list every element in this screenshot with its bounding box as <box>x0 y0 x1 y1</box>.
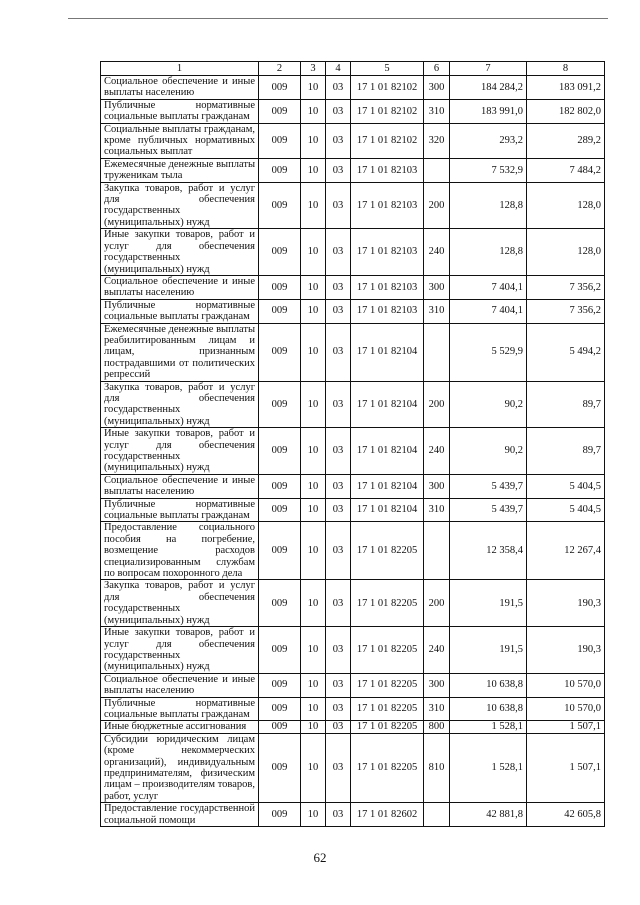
code-subsection: 03 <box>326 428 351 475</box>
row-name: Социальное обеспечение и иные выплаты населению <box>101 474 259 498</box>
amount-col8: 190,3 <box>527 627 605 674</box>
code-ministry: 009 <box>259 299 301 323</box>
code-subsection: 03 <box>326 522 351 580</box>
code-target-item: 17 1 01 82205 <box>351 673 424 697</box>
code-section: 10 <box>301 229 326 276</box>
amount-col7: 1 528,1 <box>450 721 527 733</box>
code-target-item: 17 1 01 82104 <box>351 498 424 522</box>
row-name: Иные закупки товаров, работ и услуг для обеспечения государственных (муниципальных) нужд <box>101 229 259 276</box>
amount-col7: 10 638,8 <box>450 697 527 721</box>
code-expense-type: 800 <box>424 721 450 733</box>
amount-col7: 5 529,9 <box>450 323 527 381</box>
row-name: Социальные выплаты гражданам, кроме публичных нормативных социальных выплат <box>101 123 259 158</box>
code-subsection: 03 <box>326 498 351 522</box>
header-row <box>101 62 605 76</box>
code-expense-type: 200 <box>424 182 450 229</box>
code-expense-type: 240 <box>424 627 450 674</box>
code-subsection: 03 <box>326 123 351 158</box>
table-row <box>101 733 605 802</box>
code-expense-type: 240 <box>424 229 450 276</box>
code-ministry: 009 <box>259 498 301 522</box>
table-row <box>101 580 605 627</box>
amount-col8: 1 507,1 <box>527 733 605 802</box>
code-expense-type: 300 <box>424 474 450 498</box>
amount-col7: 7 532,9 <box>450 158 527 182</box>
amount-col8: 10 570,0 <box>527 673 605 697</box>
code-target-item: 17 1 01 82103 <box>351 182 424 229</box>
code-expense-type: 810 <box>424 733 450 802</box>
code-subsection: 03 <box>326 697 351 721</box>
amount-col8: 12 267,4 <box>527 522 605 580</box>
code-expense-type: 200 <box>424 381 450 428</box>
code-target-item: 17 1 01 82205 <box>351 522 424 580</box>
table-row <box>101 182 605 229</box>
code-ministry: 009 <box>259 275 301 299</box>
amount-col8: 7 484,2 <box>527 158 605 182</box>
code-target-item: 17 1 01 82103 <box>351 275 424 299</box>
code-section: 10 <box>301 381 326 428</box>
code-ministry: 009 <box>259 99 301 123</box>
code-subsection: 03 <box>326 721 351 733</box>
amount-col7: 191,5 <box>450 580 527 627</box>
row-name: Предоставление социального пособия на погребение, возмещение расходов специализированным службам по вопросам похоронного дела <box>101 522 259 580</box>
code-section: 10 <box>301 474 326 498</box>
code-target-item: 17 1 01 82103 <box>351 158 424 182</box>
column-header: 8 <box>527 62 605 76</box>
amount-col7: 42 881,8 <box>450 803 527 827</box>
table-row <box>101 158 605 182</box>
code-expense-type: 320 <box>424 123 450 158</box>
code-target-item: 17 1 01 82103 <box>351 229 424 276</box>
code-subsection: 03 <box>326 673 351 697</box>
amount-col8: 5 404,5 <box>527 474 605 498</box>
amount-col7: 5 439,7 <box>450 474 527 498</box>
code-subsection: 03 <box>326 733 351 802</box>
code-expense-type: 300 <box>424 275 450 299</box>
code-subsection: 03 <box>326 99 351 123</box>
row-name: Публичные нормативные социальные выплаты гражданам <box>101 299 259 323</box>
row-name: Социальное обеспечение и иные выплаты населению <box>101 275 259 299</box>
code-subsection: 03 <box>326 474 351 498</box>
code-ministry: 009 <box>259 381 301 428</box>
code-section: 10 <box>301 733 326 802</box>
amount-col8: 183 091,2 <box>527 76 605 100</box>
code-ministry: 009 <box>259 522 301 580</box>
row-name: Публичные нормативные социальные выплаты гражданам <box>101 498 259 522</box>
code-target-item: 17 1 01 82103 <box>351 299 424 323</box>
amount-col7: 1 528,1 <box>450 733 527 802</box>
amount-col8: 190,3 <box>527 580 605 627</box>
code-expense-type <box>424 803 450 827</box>
code-target-item: 17 1 01 82205 <box>351 733 424 802</box>
column-header: 3 <box>301 62 326 76</box>
row-name: Социальное обеспечение и иные выплаты населению <box>101 673 259 697</box>
code-subsection: 03 <box>326 381 351 428</box>
row-name: Закупка товаров, работ и услуг для обеспечения государственных (муниципальных) нужд <box>101 580 259 627</box>
table-row <box>101 627 605 674</box>
table-row <box>101 673 605 697</box>
code-ministry: 009 <box>259 721 301 733</box>
code-section: 10 <box>301 158 326 182</box>
code-section: 10 <box>301 76 326 100</box>
amount-col7: 90,2 <box>450 428 527 475</box>
code-ministry: 009 <box>259 123 301 158</box>
amount-col7: 5 439,7 <box>450 498 527 522</box>
amount-col8: 1 507,1 <box>527 721 605 733</box>
column-header: 2 <box>259 62 301 76</box>
amount-col8: 182 802,0 <box>527 99 605 123</box>
code-expense-type: 310 <box>424 498 450 522</box>
column-header: 1 <box>101 62 259 76</box>
table-row <box>101 381 605 428</box>
table-row <box>101 323 605 381</box>
table-row <box>101 474 605 498</box>
code-target-item: 17 1 01 82102 <box>351 99 424 123</box>
amount-col7: 183 991,0 <box>450 99 527 123</box>
table-row <box>101 99 605 123</box>
code-ministry: 009 <box>259 323 301 381</box>
amount-col7: 184 284,2 <box>450 76 527 100</box>
budget-table <box>100 61 605 827</box>
code-subsection: 03 <box>326 580 351 627</box>
row-name: Ежемесячные денежные выплаты реабилитированным лицам и лицам, признанным пострадавшими от политических репрессий <box>101 323 259 381</box>
row-name: Иные закупки товаров, работ и услуг для обеспечения государственных (муниципальных) нужд <box>101 627 259 674</box>
code-subsection: 03 <box>326 76 351 100</box>
code-section: 10 <box>301 673 326 697</box>
table-row <box>101 299 605 323</box>
code-section: 10 <box>301 803 326 827</box>
amount-col7: 293,2 <box>450 123 527 158</box>
code-target-item: 17 1 01 82102 <box>351 123 424 158</box>
code-expense-type: 310 <box>424 99 450 123</box>
code-section: 10 <box>301 182 326 229</box>
column-header: 6 <box>424 62 450 76</box>
code-target-item: 17 1 01 82104 <box>351 381 424 428</box>
row-name: Закупка товаров, работ и услуг для обеспечения государственных (муниципальных) нужд <box>101 182 259 229</box>
row-name: Публичные нормативные социальные выплаты гражданам <box>101 697 259 721</box>
code-expense-type <box>424 323 450 381</box>
amount-col8: 7 356,2 <box>527 299 605 323</box>
code-ministry: 009 <box>259 474 301 498</box>
code-ministry: 009 <box>259 733 301 802</box>
code-target-item: 17 1 01 82104 <box>351 323 424 381</box>
code-expense-type: 240 <box>424 428 450 475</box>
amount-col7: 12 358,4 <box>450 522 527 580</box>
code-section: 10 <box>301 428 326 475</box>
table-row <box>101 229 605 276</box>
row-name: Закупка товаров, работ и услуг для обеспечения государственных (муниципальных) нужд <box>101 381 259 428</box>
code-section: 10 <box>301 627 326 674</box>
code-section: 10 <box>301 299 326 323</box>
code-expense-type <box>424 158 450 182</box>
row-name: Субсидии юридическим лицам (кроме некоммерческих организаций), индивидуальным предпринимателям, физическим лицам – производителям товаров, работ, услуг <box>101 733 259 802</box>
code-section: 10 <box>301 580 326 627</box>
amount-col8: 5 404,5 <box>527 498 605 522</box>
code-ministry: 009 <box>259 697 301 721</box>
code-expense-type: 200 <box>424 580 450 627</box>
code-section: 10 <box>301 697 326 721</box>
code-ministry: 009 <box>259 803 301 827</box>
table-row <box>101 522 605 580</box>
code-subsection: 03 <box>326 323 351 381</box>
code-ministry: 009 <box>259 182 301 229</box>
code-section: 10 <box>301 323 326 381</box>
row-name: Предоставление государственной социальной помощи <box>101 803 259 827</box>
row-name: Публичные нормативные социальные выплаты гражданам <box>101 99 259 123</box>
code-ministry: 009 <box>259 673 301 697</box>
code-target-item: 17 1 01 82102 <box>351 76 424 100</box>
code-section: 10 <box>301 498 326 522</box>
row-name: Ежемесячные денежные выплаты труженикам тыла <box>101 158 259 182</box>
code-ministry: 009 <box>259 428 301 475</box>
amount-col8: 89,7 <box>527 381 605 428</box>
page-number: 62 <box>313 850 327 865</box>
code-ministry: 009 <box>259 158 301 182</box>
table-row <box>101 498 605 522</box>
table-row <box>101 123 605 158</box>
table-row <box>101 721 605 733</box>
top-rule <box>68 18 608 19</box>
code-expense-type: 300 <box>424 76 450 100</box>
row-name: Иные бюджетные ассигнования <box>101 721 259 733</box>
code-section: 10 <box>301 123 326 158</box>
code-ministry: 009 <box>259 76 301 100</box>
amount-col7: 191,5 <box>450 627 527 674</box>
code-expense-type: 300 <box>424 673 450 697</box>
code-target-item: 17 1 01 82104 <box>351 428 424 475</box>
code-expense-type <box>424 522 450 580</box>
table-row <box>101 803 605 827</box>
code-target-item: 17 1 01 82602 <box>351 803 424 827</box>
amount-col8: 10 570,0 <box>527 697 605 721</box>
amount-col7: 90,2 <box>450 381 527 428</box>
code-subsection: 03 <box>326 803 351 827</box>
code-section: 10 <box>301 522 326 580</box>
code-subsection: 03 <box>326 275 351 299</box>
amount-col8: 128,0 <box>527 182 605 229</box>
code-target-item: 17 1 01 82205 <box>351 580 424 627</box>
amount-col8: 128,0 <box>527 229 605 276</box>
code-expense-type: 310 <box>424 697 450 721</box>
code-subsection: 03 <box>326 229 351 276</box>
amount-col7: 128,8 <box>450 229 527 276</box>
column-header: 5 <box>351 62 424 76</box>
column-header: 4 <box>326 62 351 76</box>
amount-col7: 7 404,1 <box>450 299 527 323</box>
code-section: 10 <box>301 721 326 733</box>
code-ministry: 009 <box>259 229 301 276</box>
amount-col8: 289,2 <box>527 123 605 158</box>
amount-col8: 5 494,2 <box>527 323 605 381</box>
code-subsection: 03 <box>326 158 351 182</box>
table-row <box>101 428 605 475</box>
column-header: 7 <box>450 62 527 76</box>
code-ministry: 009 <box>259 580 301 627</box>
row-name: Иные закупки товаров, работ и услуг для обеспечения государственных (муниципальных) нужд <box>101 428 259 475</box>
code-section: 10 <box>301 99 326 123</box>
code-subsection: 03 <box>326 627 351 674</box>
code-section: 10 <box>301 275 326 299</box>
code-subsection: 03 <box>326 299 351 323</box>
amount-col8: 7 356,2 <box>527 275 605 299</box>
amount-col8: 42 605,8 <box>527 803 605 827</box>
row-name: Социальное обеспечение и иные выплаты населению <box>101 76 259 100</box>
table-row <box>101 76 605 100</box>
code-target-item: 17 1 01 82205 <box>351 697 424 721</box>
amount-col7: 128,8 <box>450 182 527 229</box>
code-subsection: 03 <box>326 182 351 229</box>
amount-col7: 10 638,8 <box>450 673 527 697</box>
amount-col7: 7 404,1 <box>450 275 527 299</box>
code-ministry: 009 <box>259 627 301 674</box>
amount-col8: 89,7 <box>527 428 605 475</box>
code-expense-type: 310 <box>424 299 450 323</box>
code-target-item: 17 1 01 82205 <box>351 627 424 674</box>
table-row <box>101 275 605 299</box>
code-target-item: 17 1 01 82104 <box>351 474 424 498</box>
table-row <box>101 697 605 721</box>
code-target-item: 17 1 01 82205 <box>351 721 424 733</box>
